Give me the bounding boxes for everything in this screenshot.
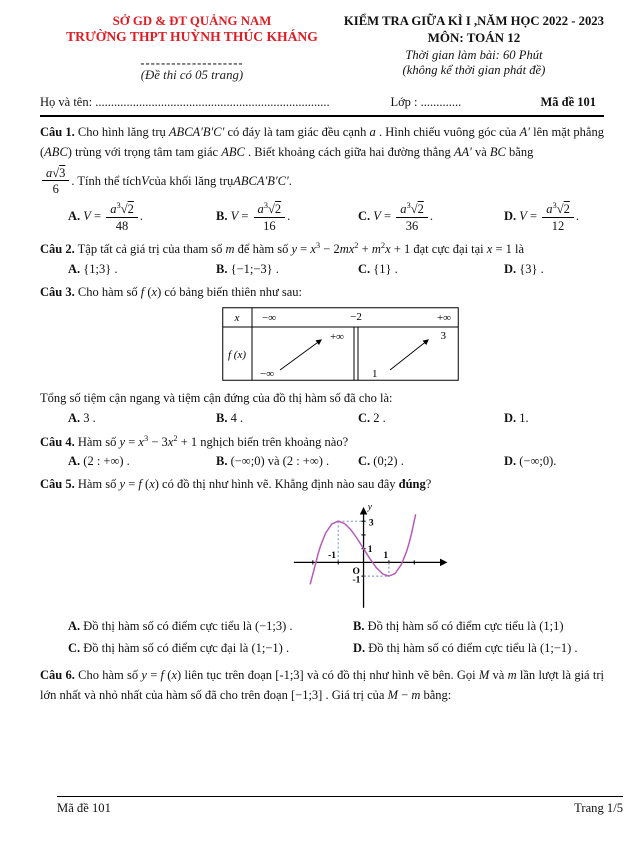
question-5-option-b: B. Đồ thị hàm số có điểm cực tiểu là (1;1) <box>353 619 564 634</box>
bbt-f-left-bottom: −∞ <box>260 367 275 380</box>
header-right-block <box>344 14 604 78</box>
question-2 <box>40 239 604 277</box>
origin-label: O <box>352 567 360 578</box>
school-name: TRƯỜNG THPT HUỲNH THÚC KHÁNG <box>66 29 318 44</box>
bbt-fx-header: f (x) <box>227 348 247 361</box>
question-1-option-a: A. V = $\frac{a^3√2}{48}$ . <box>68 200 143 233</box>
student-info-row <box>40 95 604 117</box>
y-tick-3-label: 3 <box>368 518 374 529</box>
question-2-option-d: D. {3} . <box>504 262 544 277</box>
bbt-x-left: −∞ <box>262 311 277 324</box>
bbt-x-mid: −2 <box>350 310 362 323</box>
y-tick-neg1-label: -1 <box>352 575 361 586</box>
question-2-options <box>40 262 604 277</box>
department-name: SỞ GD & ĐT QUẢNG NAM <box>112 14 272 28</box>
question-5-option-c: C. Đồ thị hàm số có điểm cực đại là (1;−1) . <box>68 641 290 656</box>
question-4-option-a: A. (2 : +∞) . <box>68 454 130 469</box>
question-2-option-c: C. {1} . <box>358 262 398 277</box>
question-3-options <box>40 411 604 426</box>
footer-exam-code: Mã đề 101 <box>57 801 111 815</box>
question-3-option-d: D. 1. <box>504 410 529 425</box>
function-graph-figure <box>287 499 457 615</box>
subject-title: MÔN: TOÁN 12 <box>427 30 521 45</box>
question-1-option-c: C. V = $\frac{a^3√2}{36}$ . <box>358 200 433 233</box>
pages-note: (Đề thi có 05 trang) <box>140 68 244 82</box>
question-5-options <box>40 619 604 656</box>
page-footer <box>57 796 623 816</box>
question-2-option-a: A. {1;3} . <box>68 262 118 277</box>
bbt-increase-arrow-right <box>390 340 428 370</box>
question-4 <box>40 432 604 470</box>
name-fill-field: Họ và tên: ........................................................................... <box>40 95 330 109</box>
question-2-stem: Câu 2. Tập tất cả giá trị của tham số m để hàm số $y = x^3 - 2mx^2 + m^2x + 1$ đạt cực đại tại x = 1 là <box>40 240 525 257</box>
duration-text: Thời gian làm bài: 60 Phút <box>405 48 543 62</box>
question-6-stem: Câu 6. Cho hàm số y = f (x) liên tục trên đoạn [-1;3] và có đồ thị như hình vẽ bên. Gọi M và m lần lượt là giá trị lớn nhất và nhỏ nhất của hàm số đã cho trên đoạn [−1;3] . Giá trị của M − m bằng: <box>40 668 604 702</box>
class-fill-field: Lớp : ............. <box>390 95 462 109</box>
question-5 <box>40 475 604 656</box>
document-header <box>40 14 604 83</box>
question-2-option-b: B. {−1;−3} . <box>216 262 279 277</box>
question-1-stem: Câu 1. Cho hình lăng trụ ABCA′B′C′ có đáy là tam giác đều cạnh a . Hình chiếu vuông góc của A′ lên mặt phẳng (ABC) trùng với trọng tâm tam giác ABC . Biết khoảng cách giữa hai đường thẳng AA′ và BC bằng <box>40 125 604 159</box>
x-tick-neg1-label: -1 <box>328 551 337 562</box>
question-6 <box>40 666 604 706</box>
question-1-formula: $\frac{a√3}{6}$ . Tính thể tích V của khối lăng trụ ABCA′B′C′ . <box>40 166 604 197</box>
question-1 <box>40 123 604 233</box>
question-4-option-d: D. (−∞;0). <box>504 454 557 469</box>
header-left-block <box>40 14 344 83</box>
question-1-option-b: B. V = $\frac{a^3√2}{16}$ . <box>216 200 291 233</box>
footer-page-number: Trang 1/5 <box>574 801 623 815</box>
question-3-followup: Tổng số tiệm cận ngang và tiệm cận đứng của đồ thị hàm số đã cho là: <box>40 390 393 405</box>
question-4-option-c: C. (0;2) . <box>358 454 404 469</box>
variation-table-figure <box>222 307 459 385</box>
question-4-stem: Câu 4. Hàm số $y = x^3 - 3x^2 + 1$ nghịch biến trên khoảng nào? <box>40 432 349 449</box>
question-4-options <box>40 454 604 469</box>
y-tick-1-label: 1 <box>367 545 373 556</box>
question-3-option-b: B. 4 . <box>216 410 244 425</box>
duration-note: (không kể thời gian phát đề) <box>402 63 546 77</box>
exam-code-badge: Mã đề 101 <box>540 95 596 109</box>
bbt-f-right-bottom: 1 <box>372 367 378 380</box>
question-5-stem: Câu 5. Hàm số y = f (x) có đồ thị như hình vẽ. Khẳng định nào sau đây đúng? <box>40 477 432 492</box>
bbt-increase-arrow-left <box>280 340 321 370</box>
question-4-option-b: B. (−∞;0) và (2 : +∞) . <box>216 454 330 469</box>
y-axis-label: y <box>367 502 372 513</box>
exam-title: KIỂM TRA GIỮA KÌ I ,NĂM HỌC 2022 - 2023 <box>343 14 604 28</box>
question-5-option-a: A. Đồ thị hàm số có điểm cực tiểu là (−1;3) . <box>68 619 293 634</box>
bbt-x-header: x <box>234 311 240 324</box>
question-3-option-a: A. 3 . <box>68 410 96 425</box>
question-3-option-c: C. 2 . <box>358 410 386 425</box>
bbt-f-right-top: 3 <box>440 329 446 342</box>
question-1-option-d: D. V = $\frac{a^3√2}{12}$ . <box>504 200 579 233</box>
question-3-stem: Câu 3. Cho hàm số f (x) có bảng biến thiên như sau: <box>40 285 302 300</box>
question-1-options <box>40 201 604 233</box>
bbt-f-left-top: +∞ <box>329 330 344 343</box>
question-5-option-d: D. Đồ thị hàm số có điểm cực tiểu là (1;−1) . <box>353 641 578 656</box>
divider-dashes: -------------------- <box>140 56 244 70</box>
question-3 <box>40 283 604 426</box>
x-tick-1-label: 1 <box>383 551 389 562</box>
bbt-x-right: +∞ <box>436 311 451 324</box>
